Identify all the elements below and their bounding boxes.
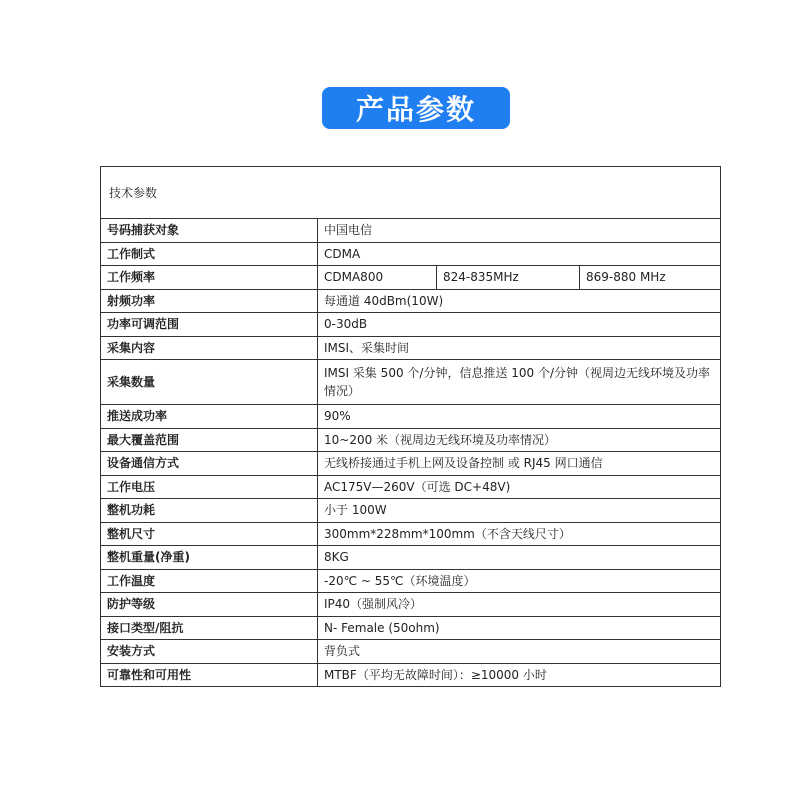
row-label: 号码捕获对象 bbox=[101, 219, 318, 243]
row-value bbox=[318, 360, 721, 405]
row-value: IMSI、采集时间 bbox=[318, 336, 721, 360]
row-value-uplink: 824-835MHz bbox=[437, 266, 580, 290]
table-row bbox=[101, 663, 721, 687]
row-value: 每通道 40dBm(10W) bbox=[318, 289, 721, 313]
row-label: 设备通信方式 bbox=[101, 452, 318, 476]
row-value: 90% bbox=[318, 405, 721, 429]
row-label: 最大覆盖范围 bbox=[101, 428, 318, 452]
table-row bbox=[101, 593, 721, 617]
row-label: 功率可调范围 bbox=[101, 313, 318, 337]
row-value: -20℃ ~ 55℃（环境温度） bbox=[318, 569, 721, 593]
row-label: 防护等级 bbox=[101, 593, 318, 617]
row-value: 背负式 bbox=[318, 640, 721, 664]
row-value: 中国电信 bbox=[318, 219, 721, 243]
row-label: 安装方式 bbox=[101, 640, 318, 664]
row-value: AC175V—260V（可选 DC+48V) bbox=[318, 475, 721, 499]
table-row bbox=[101, 266, 721, 290]
row-label: 接口类型/阻抗 bbox=[101, 616, 318, 640]
row-label: 整机功耗 bbox=[101, 499, 318, 523]
row-label: 可靠性和可用性 bbox=[101, 663, 318, 687]
row-value: 小于 100W bbox=[318, 499, 721, 523]
row-value: IP40（强制风冷） bbox=[318, 593, 721, 617]
table-row bbox=[101, 546, 721, 570]
row-label: 工作制式 bbox=[101, 242, 318, 266]
row-value-downlink: 869-880 MHz bbox=[580, 266, 721, 290]
table-row bbox=[101, 499, 721, 523]
table-row bbox=[101, 313, 721, 337]
table-row bbox=[101, 640, 721, 664]
table-row bbox=[101, 616, 721, 640]
page-title: 产品参数 bbox=[322, 87, 510, 129]
table-row bbox=[101, 360, 721, 405]
row-value: 无线桥接通过手机上网及设备控制 或 RJ45 网口通信 bbox=[318, 452, 721, 476]
table-row bbox=[101, 428, 721, 452]
row-value: N- Female (50ohm) bbox=[318, 616, 721, 640]
row-label: 推送成功率 bbox=[101, 405, 318, 429]
row-label: 工作温度 bbox=[101, 569, 318, 593]
table-row bbox=[101, 569, 721, 593]
row-value: 300mm*228mm*100mm（不含天线尺寸） bbox=[318, 522, 721, 546]
table-header: 技术参数 bbox=[101, 167, 721, 219]
spec-table bbox=[100, 166, 721, 687]
table-row bbox=[101, 336, 721, 360]
table-row bbox=[101, 475, 721, 499]
row-label: 工作电压 bbox=[101, 475, 318, 499]
row-value-text: IMSI 采集 500 个/分钟，信息推送 100 个/分钟（视周边无线环境及功率情况） bbox=[324, 366, 711, 398]
row-value: 0-30dB bbox=[318, 313, 721, 337]
row-value-band: CDMA800 bbox=[318, 266, 437, 290]
row-label: 整机尺寸 bbox=[101, 522, 318, 546]
row-label: 采集数量 bbox=[101, 360, 318, 405]
table-row bbox=[101, 522, 721, 546]
table-row bbox=[101, 452, 721, 476]
table-row bbox=[101, 219, 721, 243]
row-label: 工作频率 bbox=[101, 266, 318, 290]
row-label: 射频功率 bbox=[101, 289, 318, 313]
row-value: 10~200 米（视周边无线环境及功率情况） bbox=[318, 428, 721, 452]
row-label: 采集内容 bbox=[101, 336, 318, 360]
row-value: MTBF（平均无故障时间）：≥10000 小时 bbox=[318, 663, 721, 687]
table-row bbox=[101, 242, 721, 266]
table-row bbox=[101, 405, 721, 429]
row-value: CDMA bbox=[318, 242, 721, 266]
row-label: 整机重量(净重) bbox=[101, 546, 318, 570]
table-header-row bbox=[101, 167, 721, 219]
table-row bbox=[101, 289, 721, 313]
row-value: 8KG bbox=[318, 546, 721, 570]
